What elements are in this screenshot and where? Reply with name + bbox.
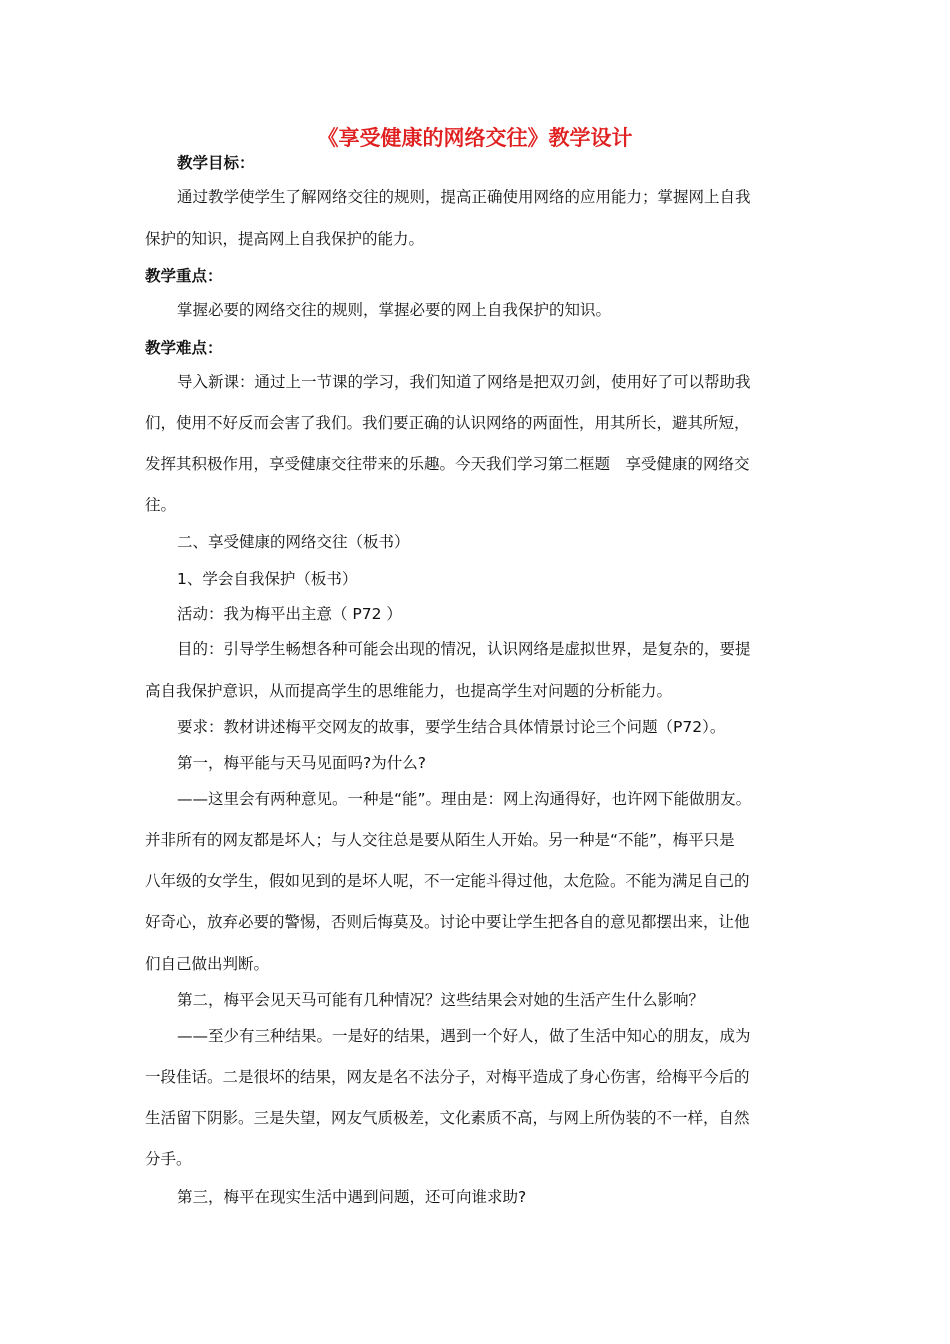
paragraph-line: 导入新课：通过上一节课的学习，我们知道了网络是把双刃剑，使用好了可以帮助我	[177, 373, 751, 391]
paragraph-line: 发挥其积极作用，享受健康交往带来的乐趣。今天我们学习第二框题 享受健康的网络交	[145, 455, 750, 473]
paragraph-line: 们自己做出判断。	[145, 955, 270, 973]
paragraph-line: 活动：我为梅平出主意（ P72 ）	[177, 605, 402, 623]
paragraph-line: 保护的知识，提高网上自我保护的能力。	[145, 230, 425, 248]
question-line: 第二，梅平会见天马可能有几种情况？这些结果会对她的生活产生什么影响？	[177, 991, 705, 1009]
subsection-heading: 1、学会自我保护（板书）	[177, 570, 358, 588]
paragraph-line: 八年级的女学生，假如见到的是坏人呢，不一定能斗得过他，太危险。不能为满足自己的	[145, 872, 750, 890]
paragraph-line: 掌握必要的网络交往的规则，掌握必要的网上自我保护的知识。	[177, 301, 612, 319]
paragraph-line: 生活留下阴影。三是失望，网友气质极差，文化素质不高，与网上所伪装的不一样，自然	[145, 1109, 750, 1127]
paragraph-line: 往。	[145, 496, 177, 514]
paragraph-line: 高自我保护意识，从而提高学生的思维能力，也提高学生对问题的分析能力。	[145, 682, 673, 700]
document-title: 《享受健康的网络交往》教学设计	[317, 126, 633, 150]
question-line: 第三，梅平在现实生活中遇到问题，还可向谁求助?	[177, 1188, 527, 1206]
paragraph-line: 要求：教材讲述梅平交网友的故事，要学生结合具体情景讨论三个问题（P72）。	[177, 718, 726, 736]
paragraph-line: 一段佳话。二是很坏的结果，网友是名不法分子，对梅平造成了身心伤害，给梅平今后的	[145, 1068, 750, 1086]
paragraph-line: 分手。	[145, 1150, 192, 1168]
paragraph-line: 好奇心，放弃必要的警惕，否则后悔莫及。讨论中要让学生把各自的意见都摆出来，让他	[145, 913, 750, 931]
paragraph-line: ——至少有三种结果。一是好的结果，遇到一个好人，做了生活中知心的朋友，成为	[177, 1027, 751, 1045]
paragraph-line: 们，使用不好反而会害了我们。我们要正确的认识网络的两面性，用其所长，避其所短，	[145, 414, 750, 432]
paragraph-line: 并非所有的网友都是坏人；与人交往总是要从陌生人开始。另一种是“不能”，梅平只是	[145, 831, 735, 849]
heading-key-points: 教学重点：	[145, 267, 223, 285]
heading-teaching-goals: 教学目标：	[177, 154, 255, 172]
paragraph-line: 目的：引导学生畅想各种可能会出现的情况，认识网络是虚拟世界，是复杂的，要提	[177, 640, 751, 658]
paragraph-line: 通过教学使学生了解网络交往的规则，提高正确使用网络的应用能力；掌握网上自我	[177, 188, 751, 206]
question-line: 第一，梅平能与天马见面吗?为什么?	[177, 754, 426, 772]
section-heading: 二、享受健康的网络交往（板书）	[177, 533, 410, 551]
paragraph-line: ——这里会有两种意见。一种是“能”。理由是：网上沟通得好，也许网下能做朋友。	[177, 790, 752, 808]
heading-difficult-points: 教学难点：	[145, 339, 223, 357]
